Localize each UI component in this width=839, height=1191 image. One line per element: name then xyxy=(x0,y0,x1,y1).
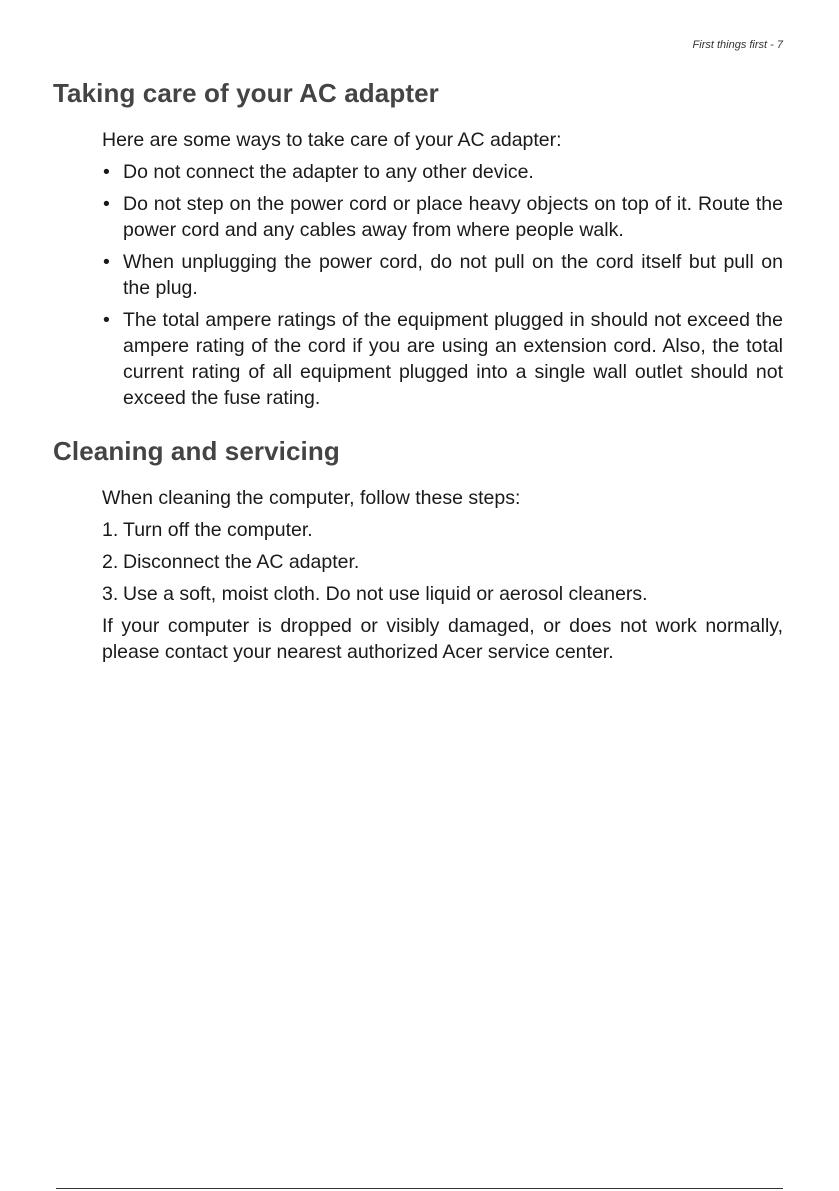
closing-paragraph: If your computer is dropped or visibly damaged, or does not work normally, please contact your nearest authorized Acer service center. xyxy=(102,615,783,663)
step-text: Use a soft, moist cloth. Do not use liquid or aerosol cleaners. xyxy=(123,583,648,605)
step-text: Disconnect the AC adapter. xyxy=(123,551,360,573)
cleaning-steps-list xyxy=(102,517,783,607)
section-heading-cleaning: Cleaning and servicing xyxy=(53,436,340,466)
section-heading-ac-adapter: Taking care of your AC adapter xyxy=(53,78,439,108)
list-item-text: Do not step on the power cord or place heavy objects on top of it. Route the power cord and any cables away from where people walk. xyxy=(123,193,783,241)
footer-divider xyxy=(56,1188,783,1189)
bullet-marker: • xyxy=(103,193,110,215)
list-item xyxy=(102,307,783,411)
adapter-care-list xyxy=(102,159,783,411)
bullet-marker: • xyxy=(103,309,110,331)
step-text: Turn off the computer. xyxy=(123,519,313,541)
list-item xyxy=(102,249,783,301)
list-item-text: Do not connect the adapter to any other device. xyxy=(123,161,534,183)
list-item xyxy=(102,581,783,607)
bullet-marker: • xyxy=(103,251,110,273)
step-number: 2. xyxy=(102,551,119,573)
list-item-text: The total ampere ratings of the equipment plugged in should not exceed the ampere rating of the cord if you are using an extension cord. Also, the total current rating of all equipment plugged into a single wall outlet should not exceed the fuse rating. xyxy=(123,309,783,409)
step-number: 3. xyxy=(102,583,119,605)
list-item xyxy=(102,517,783,543)
intro-paragraph: Here are some ways to take care of your AC adapter: xyxy=(102,129,562,151)
list-item xyxy=(102,549,783,575)
section-cleaning-body xyxy=(102,485,783,671)
step-number: 1. xyxy=(102,519,119,541)
intro-paragraph: When cleaning the computer, follow these steps: xyxy=(102,487,521,509)
bullet-marker: • xyxy=(103,161,110,183)
list-item xyxy=(102,159,783,185)
list-item xyxy=(102,191,783,243)
section-ac-adapter-body xyxy=(102,127,783,417)
list-item-text: When unplugging the power cord, do not pull on the cord itself but pull on the plug. xyxy=(123,251,783,299)
running-header: First things first - 7 xyxy=(692,39,783,51)
